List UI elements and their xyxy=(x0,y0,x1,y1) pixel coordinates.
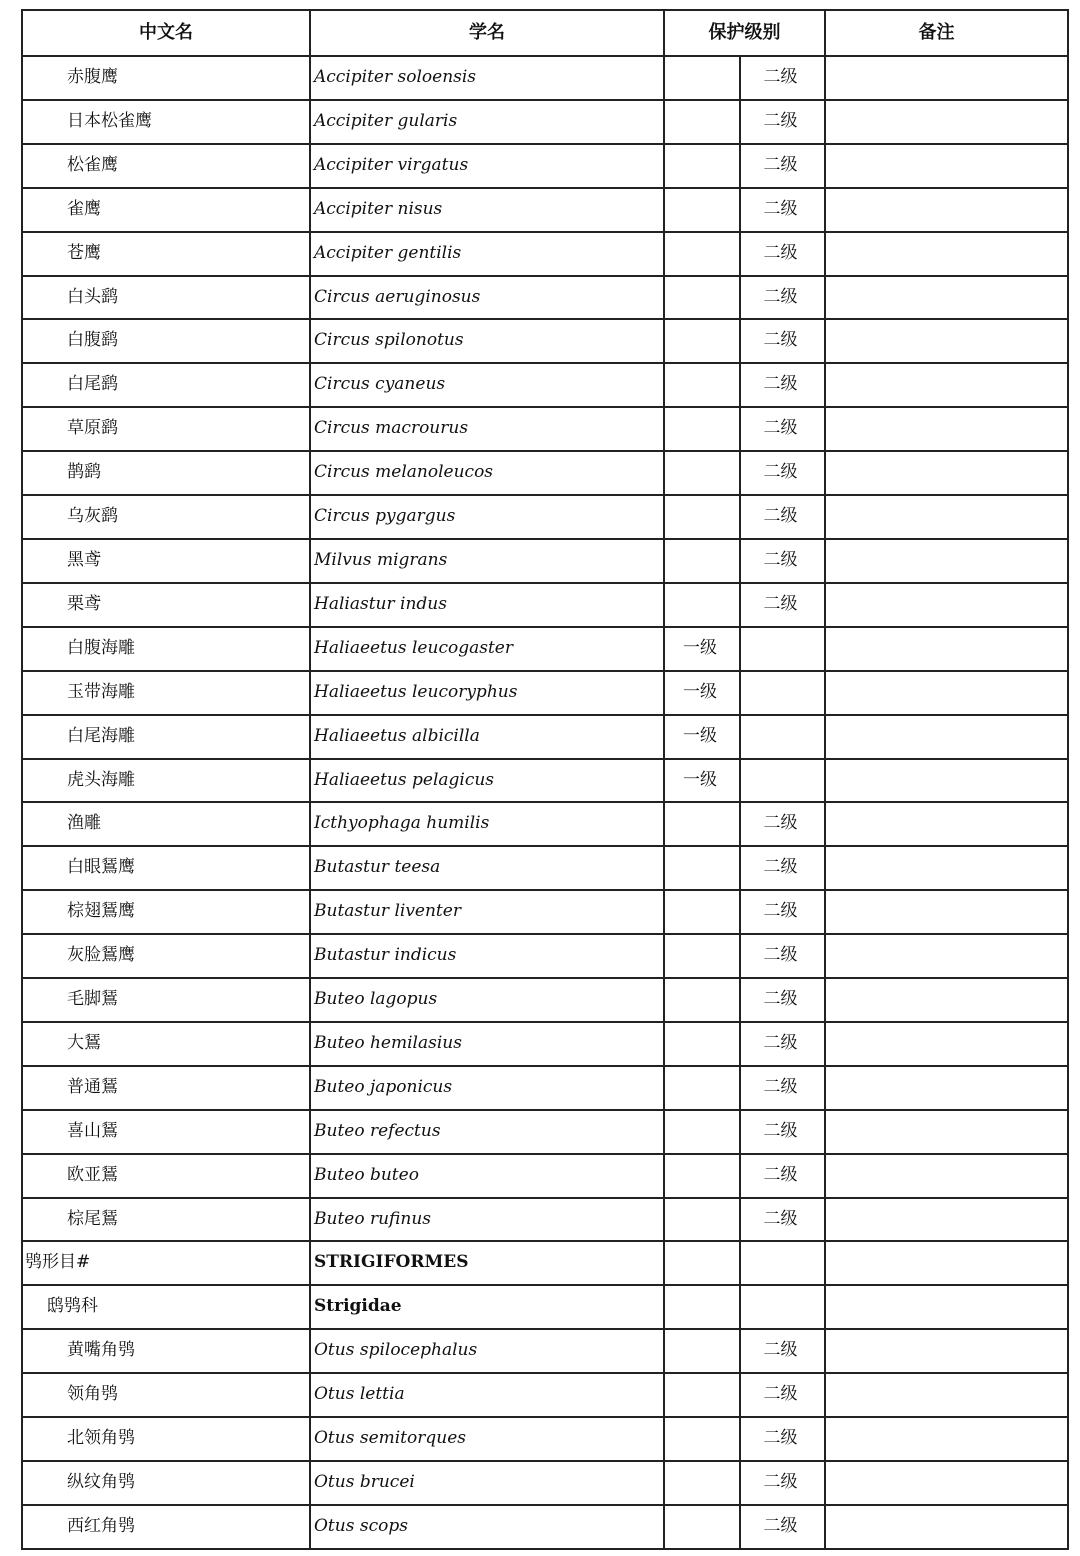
level-one-cell xyxy=(664,276,740,320)
chinese-name-cell: 欧亚鵟 xyxy=(22,1154,310,1198)
level-two-cell: 二级 xyxy=(740,1417,825,1461)
chinese-name-cell: 西红角鸮 xyxy=(22,1505,310,1549)
table-row xyxy=(22,363,1068,407)
level-two-cell: 二级 xyxy=(740,1066,825,1110)
level-one-cell xyxy=(664,319,740,363)
level-one-cell xyxy=(664,1198,740,1242)
chinese-name-cell: 毛脚鵟 xyxy=(22,978,310,1022)
header-remarks: 备注 xyxy=(825,10,1068,56)
level-two-cell: 二级 xyxy=(740,1461,825,1505)
level-one-cell xyxy=(664,1461,740,1505)
scientific-name-cell: Buteo buteo xyxy=(310,1154,664,1198)
scientific-name-cell: Accipiter soloensis xyxy=(310,56,664,100)
scientific-name-cell: Accipiter virgatus xyxy=(310,144,664,188)
remarks-cell xyxy=(825,451,1068,495)
table-row xyxy=(22,144,1068,188)
level-one-cell xyxy=(664,100,740,144)
level-two-cell: 二级 xyxy=(740,232,825,276)
level-two-cell: 二级 xyxy=(740,1110,825,1154)
level-two-cell: 二级 xyxy=(740,363,825,407)
scientific-name-cell: Butastur liventer xyxy=(310,890,664,934)
level-one-cell xyxy=(664,890,740,934)
table-row xyxy=(22,846,1068,890)
level-two-cell xyxy=(740,759,825,803)
chinese-name-cell: 白腹海雕 xyxy=(22,627,310,671)
header-chinese-name: 中文名 xyxy=(22,10,310,56)
scientific-name-cell: Icthyophaga humilis xyxy=(310,802,664,846)
level-two-cell: 二级 xyxy=(740,1329,825,1373)
remarks-cell xyxy=(825,232,1068,276)
level-one-cell xyxy=(664,1417,740,1461)
level-two-cell: 二级 xyxy=(740,56,825,100)
remarks-cell xyxy=(825,627,1068,671)
scientific-name-cell: Buteo refectus xyxy=(310,1110,664,1154)
chinese-name-cell: 栗鸢 xyxy=(22,583,310,627)
remarks-cell xyxy=(825,1154,1068,1198)
remarks-cell xyxy=(825,1505,1068,1549)
table-row xyxy=(22,1505,1068,1549)
level-two-cell: 二级 xyxy=(740,1198,825,1242)
remarks-cell xyxy=(825,407,1068,451)
chinese-name-cell: 领角鸮 xyxy=(22,1373,310,1417)
table-row xyxy=(22,451,1068,495)
scientific-name-cell: Butastur indicus xyxy=(310,934,664,978)
chinese-name-cell: 白眼鵟鹰 xyxy=(22,846,310,890)
chinese-name-cell: 北领角鸮 xyxy=(22,1417,310,1461)
table-row xyxy=(22,100,1068,144)
chinese-name-cell: 棕尾鵟 xyxy=(22,1198,310,1242)
chinese-name-cell: 虎头海雕 xyxy=(22,759,310,803)
remarks-cell xyxy=(825,363,1068,407)
table-row xyxy=(22,1154,1068,1198)
scientific-name-cell: Otus scops xyxy=(310,1505,664,1549)
chinese-name-cell: 灰脸鵟鹰 xyxy=(22,934,310,978)
table-row xyxy=(22,495,1068,539)
level-one-cell: 一级 xyxy=(664,759,740,803)
table-header-row xyxy=(22,10,1068,56)
table-row xyxy=(22,539,1068,583)
table-row xyxy=(22,407,1068,451)
level-one-cell xyxy=(664,1110,740,1154)
scientific-name-cell: STRIGIFORMES xyxy=(310,1241,664,1285)
remarks-cell xyxy=(825,846,1068,890)
chinese-name-cell: 纵纹角鸮 xyxy=(22,1461,310,1505)
level-one-cell xyxy=(664,1373,740,1417)
level-one-cell xyxy=(664,978,740,1022)
chinese-name-cell: 玉带海雕 xyxy=(22,671,310,715)
table-row xyxy=(22,1285,1068,1329)
table-row xyxy=(22,1417,1068,1461)
chinese-name-cell: 赤腹鹰 xyxy=(22,56,310,100)
level-two-cell: 二级 xyxy=(740,407,825,451)
chinese-name-cell: 白尾鹞 xyxy=(22,363,310,407)
remarks-cell xyxy=(825,1373,1068,1417)
level-one-cell: 一级 xyxy=(664,715,740,759)
scientific-name-cell: Buteo hemilasius xyxy=(310,1022,664,1066)
table-row xyxy=(22,1329,1068,1373)
level-two-cell: 二级 xyxy=(740,100,825,144)
table-row xyxy=(22,1110,1068,1154)
level-one-cell: 一级 xyxy=(664,671,740,715)
scientific-name-cell: Circus melanoleucos xyxy=(310,451,664,495)
level-one-cell xyxy=(664,934,740,978)
level-one-cell xyxy=(664,1154,740,1198)
level-one-cell xyxy=(664,846,740,890)
chinese-name-cell: 鸱鸮科 xyxy=(22,1285,310,1329)
remarks-cell xyxy=(825,671,1068,715)
table-row xyxy=(22,188,1068,232)
level-one-cell xyxy=(664,363,740,407)
table-row xyxy=(22,715,1068,759)
scientific-name-cell: Accipiter gentilis xyxy=(310,232,664,276)
remarks-cell xyxy=(825,539,1068,583)
level-one-cell xyxy=(664,1329,740,1373)
chinese-name-cell: 白腹鹞 xyxy=(22,319,310,363)
table-row xyxy=(22,890,1068,934)
scientific-name-cell: Accipiter gularis xyxy=(310,100,664,144)
table-row xyxy=(22,802,1068,846)
level-one-cell xyxy=(664,1505,740,1549)
table-row xyxy=(22,1461,1068,1505)
table-row xyxy=(22,232,1068,276)
table-row xyxy=(22,671,1068,715)
level-two-cell: 二级 xyxy=(740,978,825,1022)
level-one-cell xyxy=(664,144,740,188)
scientific-name-cell: Haliaeetus pelagicus xyxy=(310,759,664,803)
level-two-cell: 二级 xyxy=(740,451,825,495)
level-one-cell xyxy=(664,583,740,627)
scientific-name-cell: Accipiter nisus xyxy=(310,188,664,232)
level-two-cell: 二级 xyxy=(740,846,825,890)
scientific-name-cell: Otus semitorques xyxy=(310,1417,664,1461)
remarks-cell xyxy=(825,890,1068,934)
table-row xyxy=(22,1198,1068,1242)
level-one-cell xyxy=(664,407,740,451)
chinese-name-cell: 黑鸢 xyxy=(22,539,310,583)
chinese-name-cell: 苍鹰 xyxy=(22,232,310,276)
remarks-cell xyxy=(825,715,1068,759)
scientific-name-cell: Butastur teesa xyxy=(310,846,664,890)
remarks-cell xyxy=(825,276,1068,320)
level-two-cell xyxy=(740,1241,825,1285)
chinese-name-cell: 雀鹰 xyxy=(22,188,310,232)
table-row xyxy=(22,1373,1068,1417)
scientific-name-cell: Otus spilocephalus xyxy=(310,1329,664,1373)
level-one-cell xyxy=(664,539,740,583)
scientific-name-cell: Haliastur indus xyxy=(310,583,664,627)
level-two-cell xyxy=(740,671,825,715)
level-one-cell xyxy=(664,188,740,232)
level-two-cell: 二级 xyxy=(740,583,825,627)
level-two-cell: 二级 xyxy=(740,495,825,539)
table-row xyxy=(22,1241,1068,1285)
remarks-cell xyxy=(825,1417,1068,1461)
level-two-cell: 二级 xyxy=(740,276,825,320)
remarks-cell xyxy=(825,1329,1068,1373)
table-row xyxy=(22,276,1068,320)
remarks-cell xyxy=(825,188,1068,232)
level-one-cell xyxy=(664,56,740,100)
scientific-name-cell: Otus lettia xyxy=(310,1373,664,1417)
scientific-name-cell: Strigidae xyxy=(310,1285,664,1329)
scientific-name-cell: Otus brucei xyxy=(310,1461,664,1505)
scientific-name-cell: Haliaeetus albicilla xyxy=(310,715,664,759)
level-one-cell xyxy=(664,1066,740,1110)
chinese-name-cell: 黄嘴角鸮 xyxy=(22,1329,310,1373)
remarks-cell xyxy=(825,1066,1068,1110)
species-protection-table xyxy=(21,9,1069,1550)
scientific-name-cell: Circus pygargus xyxy=(310,495,664,539)
level-one-cell xyxy=(664,802,740,846)
chinese-name-cell: 日本松雀鹰 xyxy=(22,100,310,144)
remarks-cell xyxy=(825,934,1068,978)
remarks-cell xyxy=(825,759,1068,803)
level-two-cell: 二级 xyxy=(740,144,825,188)
scientific-name-cell: Milvus migrans xyxy=(310,539,664,583)
remarks-cell xyxy=(825,144,1068,188)
chinese-name-cell: 渔雕 xyxy=(22,802,310,846)
scientific-name-cell: Buteo japonicus xyxy=(310,1066,664,1110)
level-one-cell xyxy=(664,451,740,495)
table-row xyxy=(22,583,1068,627)
level-two-cell: 二级 xyxy=(740,1505,825,1549)
table-row xyxy=(22,1022,1068,1066)
level-one-cell xyxy=(664,232,740,276)
remarks-cell xyxy=(825,1461,1068,1505)
level-two-cell xyxy=(740,1285,825,1329)
scientific-name-cell: Circus macrourus xyxy=(310,407,664,451)
scientific-name-cell: Circus cyaneus xyxy=(310,363,664,407)
remarks-cell xyxy=(825,583,1068,627)
scientific-name-cell: Circus aeruginosus xyxy=(310,276,664,320)
remarks-cell xyxy=(825,56,1068,100)
chinese-name-cell: 棕翅鵟鹰 xyxy=(22,890,310,934)
scientific-name-cell: Haliaeetus leucoryphus xyxy=(310,671,664,715)
table-row xyxy=(22,627,1068,671)
header-scientific-name: 学名 xyxy=(310,10,664,56)
level-two-cell: 二级 xyxy=(740,539,825,583)
level-two-cell: 二级 xyxy=(740,1022,825,1066)
remarks-cell xyxy=(825,1241,1068,1285)
chinese-name-cell: 乌灰鹞 xyxy=(22,495,310,539)
level-two-cell: 二级 xyxy=(740,934,825,978)
scientific-name-cell: Buteo rufinus xyxy=(310,1198,664,1242)
table-row xyxy=(22,934,1068,978)
remarks-cell xyxy=(825,1110,1068,1154)
chinese-name-cell: 鸮形目# xyxy=(22,1241,310,1285)
level-two-cell: 二级 xyxy=(740,890,825,934)
table-row xyxy=(22,759,1068,803)
table-body xyxy=(22,56,1068,1549)
level-two-cell: 二级 xyxy=(740,188,825,232)
remarks-cell xyxy=(825,1285,1068,1329)
remarks-cell xyxy=(825,978,1068,1022)
level-one-cell xyxy=(664,495,740,539)
level-one-cell xyxy=(664,1285,740,1329)
header-protection-level: 保护级别 xyxy=(664,10,825,56)
remarks-cell xyxy=(825,802,1068,846)
level-one-cell xyxy=(664,1022,740,1066)
scientific-name-cell: Circus spilonotus xyxy=(310,319,664,363)
chinese-name-cell: 白头鹞 xyxy=(22,276,310,320)
table-row xyxy=(22,1066,1068,1110)
chinese-name-cell: 鹊鹞 xyxy=(22,451,310,495)
table-row xyxy=(22,978,1068,1022)
chinese-name-cell: 喜山鵟 xyxy=(22,1110,310,1154)
scientific-name-cell: Buteo lagopus xyxy=(310,978,664,1022)
level-two-cell: 二级 xyxy=(740,1373,825,1417)
chinese-name-cell: 松雀鹰 xyxy=(22,144,310,188)
remarks-cell xyxy=(825,100,1068,144)
level-two-cell: 二级 xyxy=(740,319,825,363)
table-row xyxy=(22,319,1068,363)
level-two-cell xyxy=(740,715,825,759)
remarks-cell xyxy=(825,495,1068,539)
level-two-cell: 二级 xyxy=(740,1154,825,1198)
level-two-cell: 二级 xyxy=(740,802,825,846)
level-one-cell: 一级 xyxy=(664,627,740,671)
chinese-name-cell: 普通鵟 xyxy=(22,1066,310,1110)
level-one-cell xyxy=(664,1241,740,1285)
chinese-name-cell: 大鵟 xyxy=(22,1022,310,1066)
level-two-cell xyxy=(740,627,825,671)
chinese-name-cell: 草原鹞 xyxy=(22,407,310,451)
table-row xyxy=(22,56,1068,100)
remarks-cell xyxy=(825,319,1068,363)
remarks-cell xyxy=(825,1198,1068,1242)
scientific-name-cell: Haliaeetus leucogaster xyxy=(310,627,664,671)
remarks-cell xyxy=(825,1022,1068,1066)
chinese-name-cell: 白尾海雕 xyxy=(22,715,310,759)
